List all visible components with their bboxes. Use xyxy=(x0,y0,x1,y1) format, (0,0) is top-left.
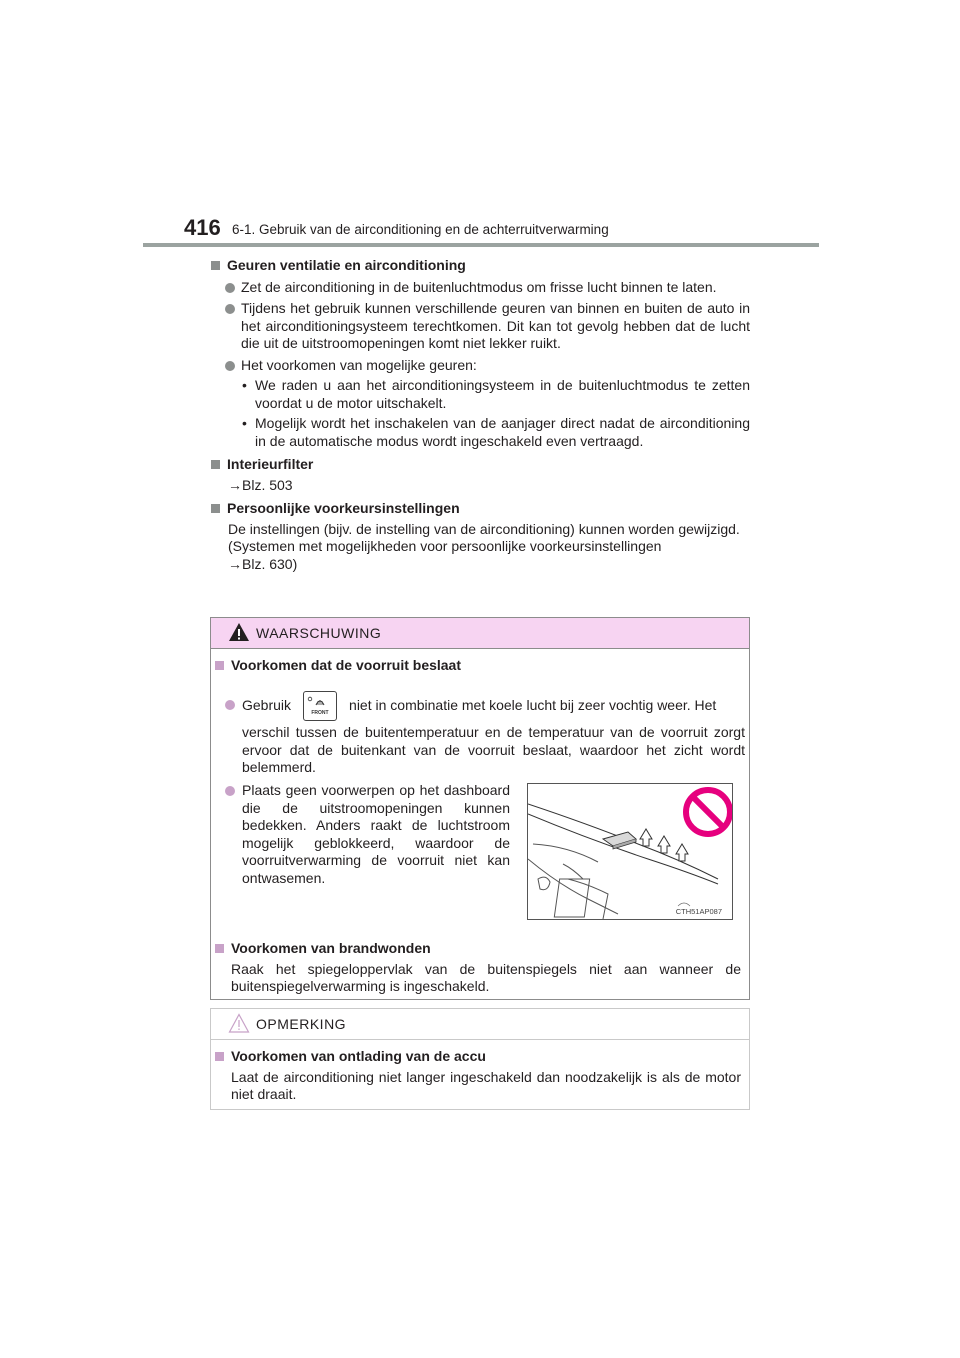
bullet-item: Zet de airconditioning in de buitenluchtmodus om frisse lucht binnen te laten. xyxy=(210,279,750,297)
bullet-item: Het voorkomen van mogelijke geuren: xyxy=(210,357,750,375)
bullet-dot-icon xyxy=(225,283,235,293)
dashboard-illustration xyxy=(527,783,733,920)
page-reference-link[interactable]: →Blz. 503 xyxy=(228,476,293,493)
caution-triangle-icon xyxy=(228,1013,250,1033)
bullet-dot-icon xyxy=(225,304,235,314)
page-number: 416 xyxy=(184,215,221,240)
paragraph: Laat de airconditioning niet langer ingeschakeld dan noodzakelijk is als de motor niet draait. xyxy=(231,1068,741,1102)
dashboard-vents-icon xyxy=(528,784,732,919)
section-heading-filter: Interieurfilter xyxy=(210,456,750,474)
bullet-item: Tijdens het gebruik kunnen verschillende geuren van binnen en buiten de auto in het airconditioningsysteem terechtkomen. Dit kan tot gevolg hebben dat de lucht die uit de uitstroomopeningen komt niet lekker ruikt. xyxy=(210,300,750,353)
bullet-dot-icon xyxy=(225,700,235,710)
front-defogger-button-icon xyxy=(303,691,337,721)
header-rule xyxy=(143,243,819,247)
square-marker-icon xyxy=(215,661,224,670)
bullet-dot-icon xyxy=(225,361,235,371)
note-heading-accu: Voorkomen van ontlading van de accu xyxy=(214,1048,749,1066)
note-header xyxy=(211,1009,749,1040)
warning-heading-voorruit: Voorkomen dat de voorruit beslaat xyxy=(214,657,749,675)
square-marker-icon xyxy=(215,1052,224,1061)
figure-code: CTH51AP087 xyxy=(675,907,722,916)
square-marker-icon xyxy=(211,261,220,270)
warning-triangle-icon xyxy=(228,622,250,642)
paragraph: (Systemen met mogelijkheden voor persoonlijke voorkeursinstellingen xyxy=(228,538,662,554)
sub-bullet-item: • We raden u aan het airconditioningsysteem in de buitenluchtmodus te zetten voordat u de motor uitschakelt. xyxy=(242,377,750,411)
section-heading-persoonlijk: Persoonlijke voorkeursinstellingen xyxy=(210,500,750,518)
warning-title: WAARSCHUWING xyxy=(256,625,382,641)
page-reference-link[interactable]: →Blz. 630) xyxy=(228,555,298,572)
square-marker-icon xyxy=(211,460,220,469)
section-heading-geuren: Geuren ventilatie en airconditioning xyxy=(210,257,750,275)
svg-text:FRONT: FRONT xyxy=(311,710,329,717)
square-marker-icon xyxy=(215,944,224,953)
warning-heading-brandwonden: Voorkomen van brandwonden xyxy=(214,940,749,958)
warning-bullet-dashboard: Plaats geen voorwerpen op het dashboard die de uitstroomopeningen kunnen bedekken. Anders raakt de luchtstroom mogelijk geblokkeerd, waardoor de voorruitverwarming de voorruit niet kan ontwasemen. xyxy=(225,782,510,887)
main-content xyxy=(210,253,750,573)
bullet-dot-icon xyxy=(225,786,235,796)
square-marker-icon xyxy=(211,504,220,513)
paragraph: Raak het spiegeloppervlak van de buitenspiegels niet aan wanneer de buitenspiegelverwarming is ingeschakeld. xyxy=(231,960,741,994)
warning-bullet-gebruik: Gebruik FRONT niet in combinatie met koele lucht bij zeer vochtig weer. Het verschil tussen de buitentemperatuur en de temperatuur van de voorruit zorgt ervoor dat de buitenkant van de voorruit beslaat, waardoor het zicht wordt belemmerd. xyxy=(225,690,745,777)
note-box xyxy=(210,1008,750,1110)
warning-header xyxy=(211,618,749,649)
chapter-title: 6-1. Gebruik van de airconditioning en de achterruitverwarming xyxy=(232,222,609,237)
sub-bullet-item: • Mogelijk wordt het inschakelen van de aanjager direct nadat de airconditioning in de automatische modus wordt ingeschakeld even vertraagd. xyxy=(242,415,750,449)
note-title: OPMERKING xyxy=(256,1016,347,1032)
paragraph: De instellingen (bijv. de instelling van de airconditioning) kunnen worden gewijzigd. xyxy=(228,520,740,537)
